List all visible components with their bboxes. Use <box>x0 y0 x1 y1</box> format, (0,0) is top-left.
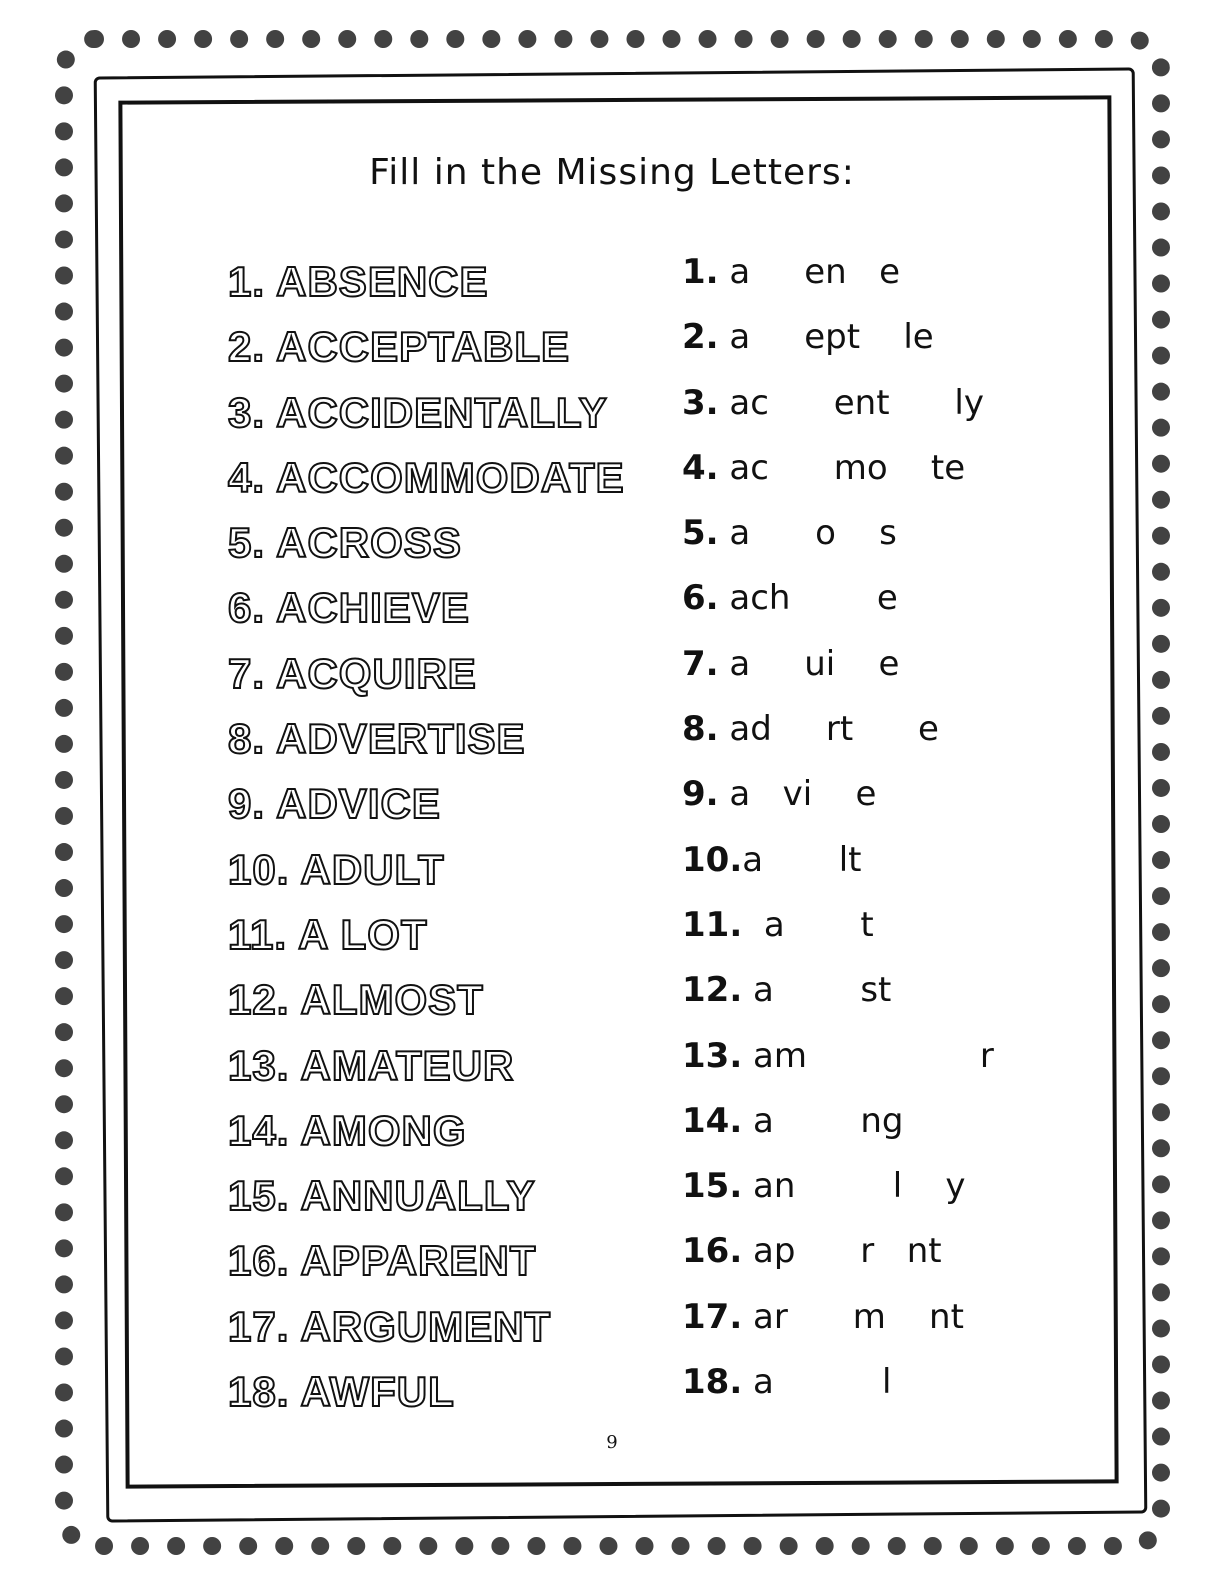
word-item: 11. A LOT <box>228 910 428 958</box>
puzzle-item <box>682 970 994 1035</box>
word-item: 17. ARGUMENT <box>228 1302 552 1350</box>
puzzle-number: 13. <box>682 1035 743 1076</box>
puzzle-number: 11. <box>682 904 743 945</box>
puzzle-number: 9. <box>682 774 719 815</box>
puzzle-text: ach e <box>718 578 898 619</box>
puzzle-text: ac ent ly <box>718 382 984 423</box>
puzzle-text: ad rt e <box>718 709 939 750</box>
word-item: 6. ACHIEVE <box>228 584 470 632</box>
puzzle-number: 16. <box>682 1231 743 1272</box>
puzzle-text: ar m nt <box>742 1296 964 1337</box>
puzzle-text: ap r nt <box>742 1231 942 1272</box>
puzzle-text: a ng <box>742 1100 904 1141</box>
puzzle-item <box>682 1166 994 1231</box>
puzzle-text: a vi e <box>718 774 877 815</box>
puzzle-text: a t <box>742 904 874 945</box>
puzzle-number: 8. <box>682 709 719 750</box>
puzzle-item <box>682 644 994 709</box>
puzzle-text: a ui e <box>718 643 900 684</box>
word-item: 12. ALMOST <box>228 976 484 1024</box>
puzzle-number: 12. <box>682 970 743 1011</box>
puzzle-text: an l y <box>742 1166 966 1207</box>
puzzle-text: a ept le <box>718 317 934 358</box>
puzzle-text: ac mo te <box>718 447 966 488</box>
puzzle-number: 17. <box>682 1296 743 1337</box>
puzzle-item <box>682 383 994 448</box>
puzzle-number: 4. <box>682 447 719 488</box>
puzzle-number: 2. <box>682 317 719 358</box>
puzzle-item <box>682 774 994 839</box>
puzzle-number: 7. <box>682 643 719 684</box>
word-item: 14. AMONG <box>228 1106 467 1154</box>
word-item: 7. ACQUIRE <box>228 649 477 697</box>
puzzle-item <box>682 1101 994 1166</box>
page-number: 9 <box>606 1432 618 1453</box>
puzzle-number: 3. <box>682 382 719 423</box>
word-item: 16. APPARENT <box>228 1237 537 1285</box>
puzzle-item <box>682 905 994 970</box>
puzzle-item <box>682 513 994 578</box>
puzzle-item <box>682 1231 994 1296</box>
puzzle-item <box>682 252 994 317</box>
word-item: 13. AMATEUR <box>228 1041 515 1089</box>
puzzle-item <box>682 709 994 774</box>
puzzle-text: am r <box>742 1035 994 1076</box>
page-title: Fill in the Missing Letters: <box>369 152 855 193</box>
puzzle-item <box>682 1297 994 1362</box>
puzzle-text: a lt <box>742 839 862 880</box>
word-item: 9. ADVICE <box>228 780 441 828</box>
puzzle-number: 6. <box>682 578 719 619</box>
puzzle-number: 5. <box>682 513 719 554</box>
puzzle-text: a l <box>742 1362 892 1403</box>
word-item: 5. ACROSS <box>228 519 462 567</box>
puzzle-number: 14. <box>682 1100 743 1141</box>
word-item: 8. ADVERTISE <box>228 715 526 763</box>
puzzle-number: 18. <box>682 1362 743 1403</box>
puzzle-number: 15. <box>682 1166 743 1207</box>
word-item: 18. AWFUL <box>228 1368 455 1416</box>
puzzle-item <box>682 1362 994 1427</box>
puzzle-item <box>682 840 994 905</box>
word-item: 10. ADULT <box>228 845 445 893</box>
puzzle-number: 1. <box>682 252 719 292</box>
puzzle-number: 10. <box>682 839 743 880</box>
word-list <box>228 258 625 1433</box>
word-item: 4. ACCOMMODATE <box>228 453 625 501</box>
puzzle-text: a en e <box>718 252 901 292</box>
puzzle-item <box>682 317 994 382</box>
puzzle-item <box>682 1036 994 1101</box>
word-item: 2. ACCEPTABLE <box>228 323 571 371</box>
word-item: 3. ACCIDENTALLY <box>228 388 608 436</box>
puzzle-text: a o s <box>718 513 897 554</box>
puzzle-item <box>682 448 994 513</box>
puzzle-item <box>682 578 994 643</box>
puzzle-text: a st <box>742 970 892 1011</box>
puzzle-list <box>682 252 994 1427</box>
word-item: 15. ANNUALLY <box>228 1172 536 1220</box>
word-item: 1. ABSENCE <box>228 258 489 305</box>
